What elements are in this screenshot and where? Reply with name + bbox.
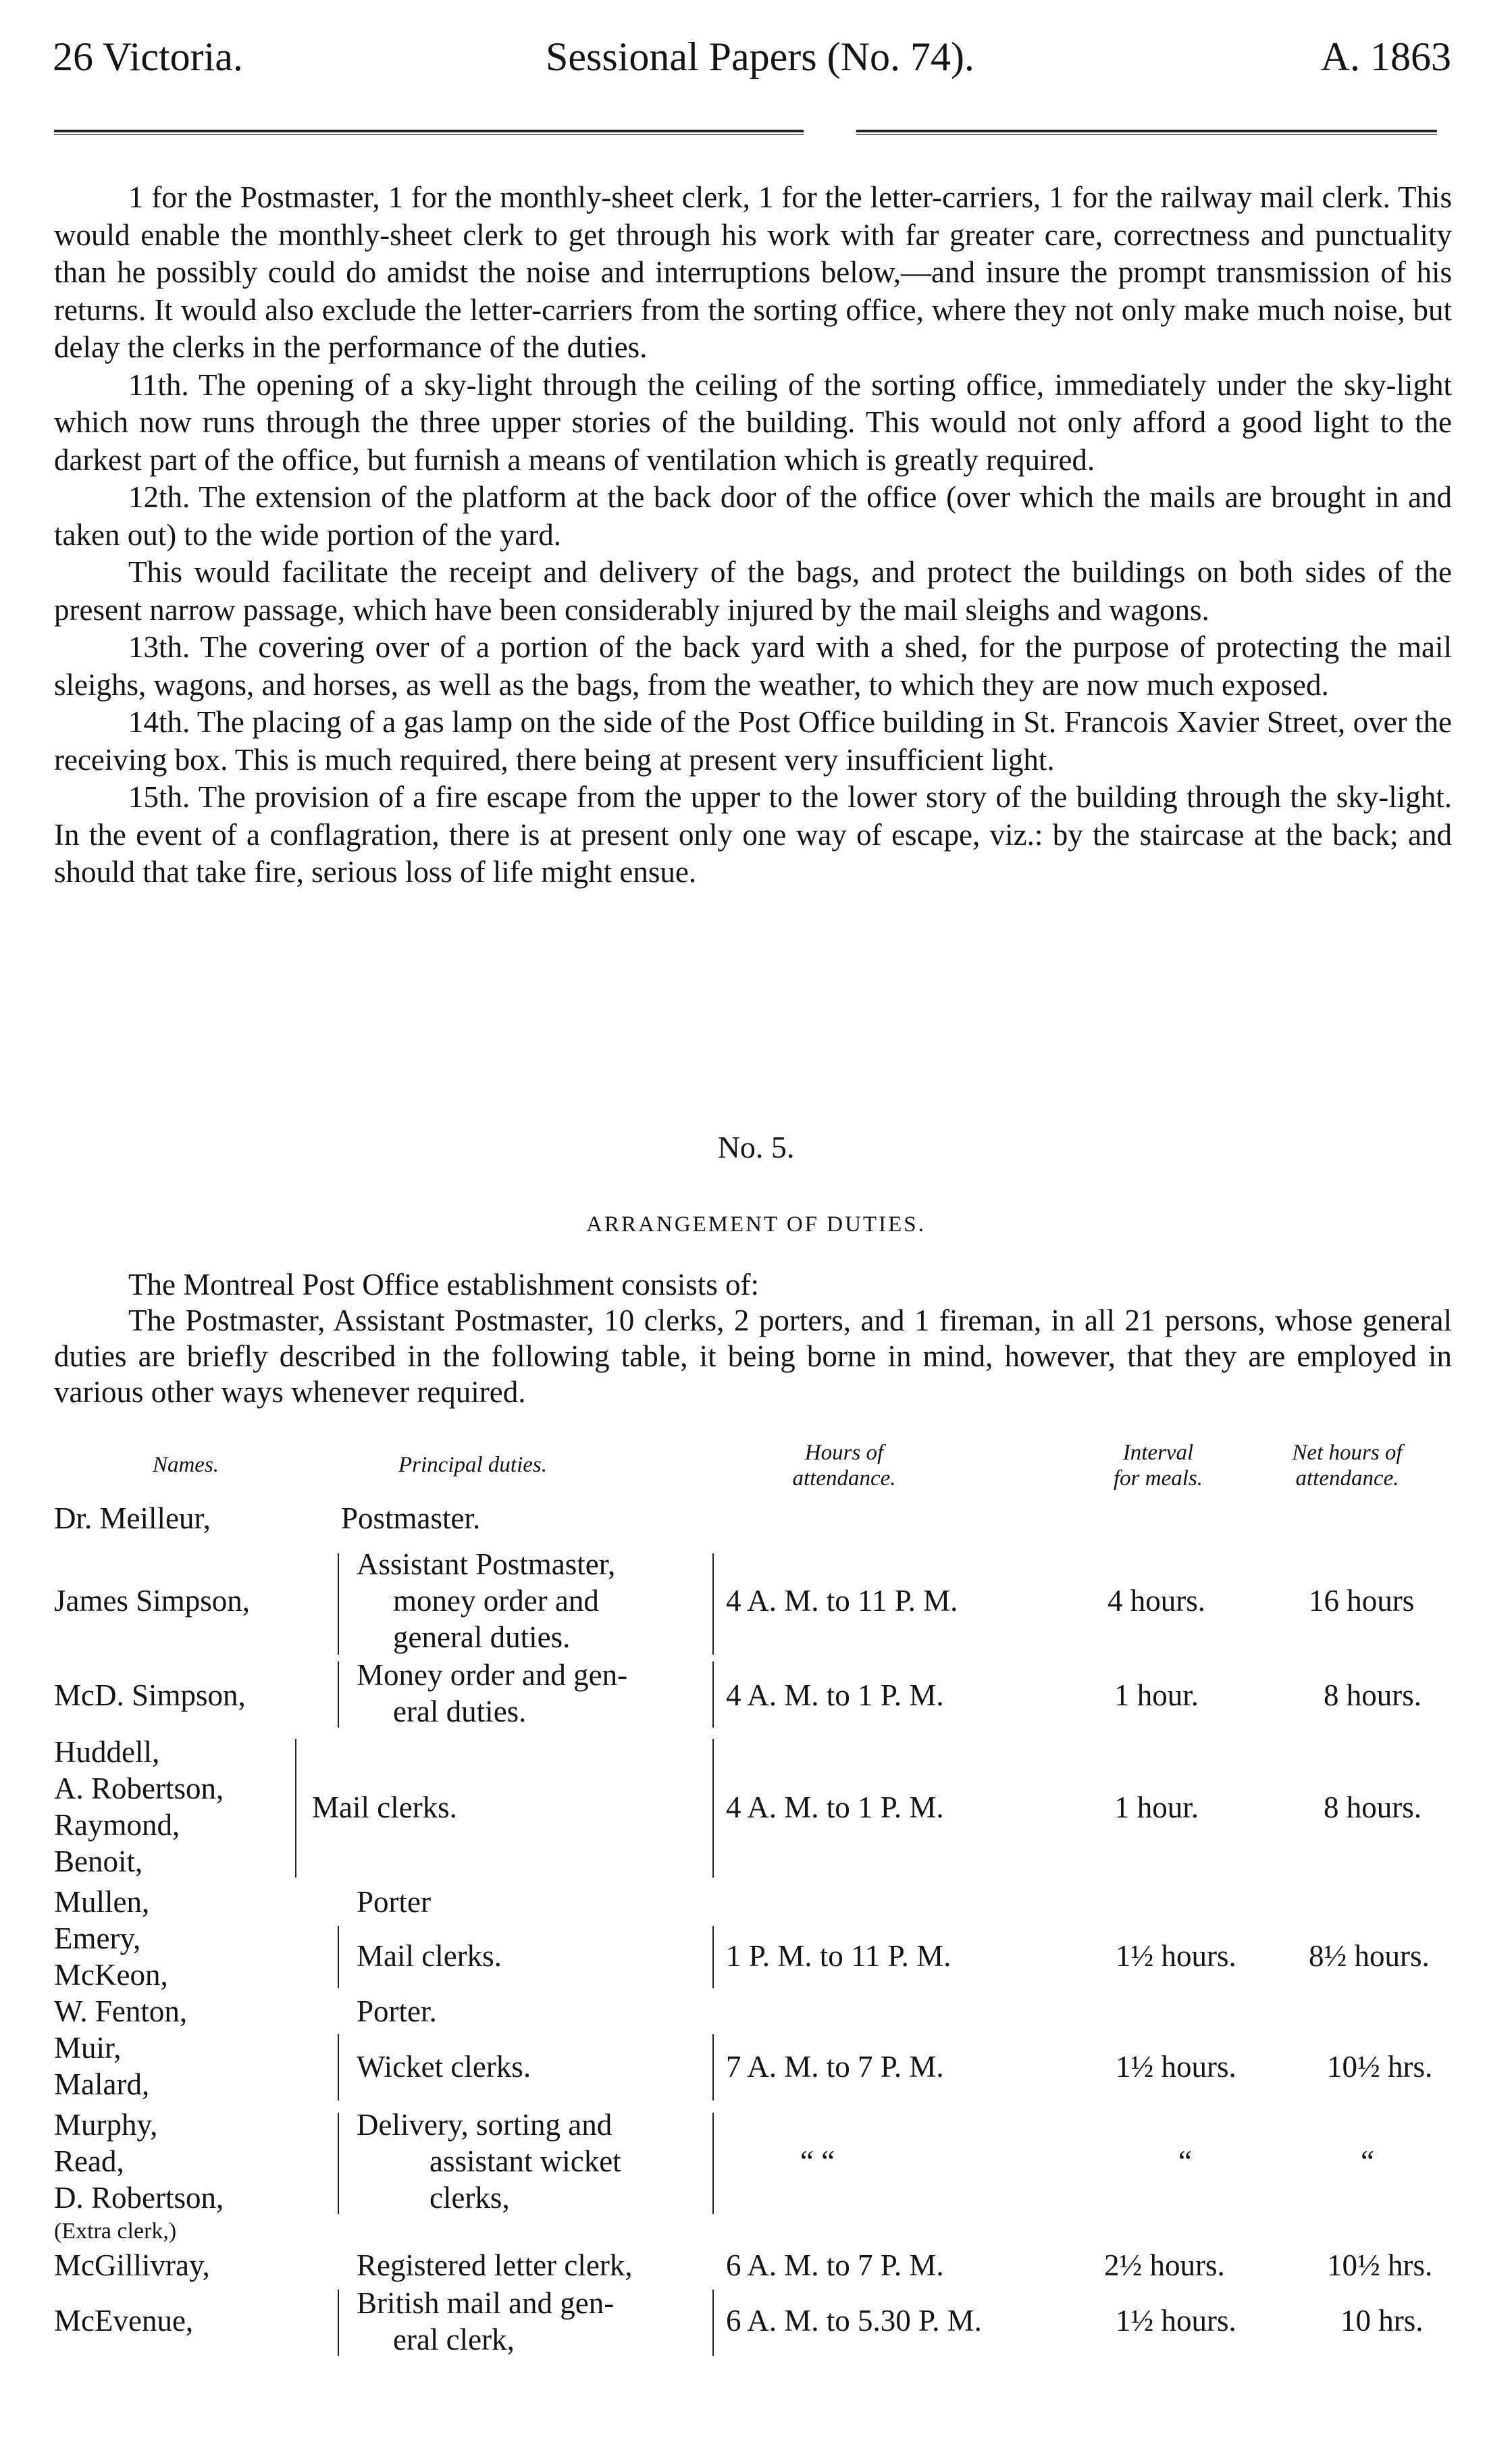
header-duties: Principal duties. (398, 1453, 547, 1477)
row9-duty-line2: assistant wicket (429, 2144, 621, 2178)
header-left: 26 Victoria. (53, 34, 243, 79)
row2-duty-line1: Assistant Postmaster, (357, 1547, 616, 1581)
header-net-line2: attendance. (1295, 1466, 1399, 1491)
section-intro (54, 1267, 1452, 1410)
paragraph-13th: 13th. The covering over of a portion of the back yard with a shed, for the purpose of protecting the mail sleighs, wagons, and horses, as well as the bags, from the weather, to which they are now much exposed. (54, 630, 1452, 702)
header-hours-line1: Hours of (804, 1441, 884, 1465)
paragraph-continued: 1 for the Postmaster, 1 for the monthly-sheet clerk, 1 for the letter-carriers, 1 for the railway mail clerk. This would enable the monthly-sheet clerk to get through his work with far greater care, correctness and punctuality than he possibly could do amidst the noise and interruptions below,—and insure the prompt transmission of his returns. It would also exclude the letter-carriers from the sorting office, where they not only make much noise, but delay the clerks in the performance of the duties. (54, 180, 1452, 364)
row4-net: 8 hours. (1324, 1790, 1422, 1824)
row2-brace-right (712, 1553, 714, 1655)
row11-hours: 6 A. M. to 5.30 P. M. (726, 2304, 982, 2338)
row8-name-1: Muir, (54, 2031, 122, 2065)
row4-hours: 4 A. M. to 1 P. M. (726, 1790, 944, 1824)
row10-name: McGillivray, (54, 2248, 210, 2282)
header-interval-line1: Interval (1122, 1441, 1194, 1465)
row4-brace-left (295, 1739, 296, 1878)
row11-brace-left (338, 2290, 339, 2356)
row6-name-1: Emery, (54, 1921, 141, 1955)
row10-duty: Registered letter clerk, (357, 2248, 633, 2282)
row2-name: James Simpson, (54, 1584, 251, 1618)
row9-name-3: D. Robertson, (54, 2181, 224, 2215)
paragraph-12th: 12th. The extension of the platform at the back door of the office (over which the mails are brought in and taken out) to the wide portion of the yard. (54, 480, 1452, 552)
row3-brace-left (338, 1661, 339, 1728)
row6-hours: 1 P. M. to 11 P. M. (726, 1939, 951, 1973)
row3-interval: 1 hour. (1114, 1678, 1199, 1712)
row1-name: Dr. Meilleur, (54, 1501, 211, 1535)
intro-line: The Montreal Post Office establishment consists of: (128, 1268, 760, 1301)
row11-brace-right (712, 2290, 714, 2356)
row8-brace-left (338, 2034, 339, 2100)
row3-brace-right (712, 1661, 714, 1728)
header-right: A. 1863 (1320, 34, 1451, 79)
row9-brace-right (712, 2113, 714, 2214)
header-interval (1080, 1440, 1236, 1491)
row11-interval: 1½ hours. (1116, 2304, 1236, 2338)
row2-duty-line2: money order and (393, 1584, 599, 1618)
paragraph-15th: 15th. The provision of a fire escape from the upper to the lower story of the building through the sky-light. In the event of a conflagration, there is at present only one way of escape, viz.: by the staircase at the back; and should that take fire, serious loss of life might ensue. (54, 780, 1452, 889)
row2-duty-line3: general duties. (393, 1620, 571, 1654)
row9-name-2: Read, (54, 2144, 124, 2178)
row6-net: 8½ hours. (1309, 1939, 1430, 1973)
row6-brace-right (712, 1926, 714, 1988)
row8-brace-right (712, 2034, 714, 2100)
body-text (54, 179, 1452, 892)
row6-brace-left (338, 1926, 339, 1988)
row7-duty: Porter. (357, 1994, 437, 2028)
row4-duty: Mail clerks. (312, 1790, 457, 1824)
paragraph-facilitate: This would facilitate the receipt and delivery of the bags, and protect the buildings on both sides of the present narrow passage, which have been considerably injured by the mail sleighs and wagons. (54, 555, 1452, 627)
row3-duty-line2: eral duties. (393, 1695, 527, 1728)
row9-name-4: (Extra clerk,) (54, 2219, 177, 2244)
row2-brace-left (338, 1553, 339, 1655)
row4-name-4: Benoit, (54, 1844, 143, 1878)
row11-name: McEvenue, (54, 2304, 194, 2338)
paragraph-14th: 14th. The placing of a gas lamp on the side of the Post Office building in St. Francois Xavier Street, over the receiving box. This is much required, there being at present very insufficient light. (54, 705, 1452, 777)
header-hours (743, 1440, 945, 1491)
row9-interval: “ (1178, 2144, 1192, 2178)
row10-net: 10½ hrs. (1327, 2248, 1433, 2282)
header-rule-right (856, 130, 1437, 135)
row3-name: McD. Simpson, (54, 1678, 246, 1712)
row9-hours: “ “ (800, 2144, 835, 2178)
row4-name-3: Raymond, (54, 1808, 180, 1842)
row2-hours: 4 A. M. to 11 P. M. (726, 1584, 958, 1618)
row6-duty: Mail clerks. (357, 1939, 502, 1973)
row9-brace-left (338, 2113, 339, 2214)
header-center: Sessional Papers (No. 74). (546, 34, 974, 79)
row8-name-2: Malard, (54, 2067, 150, 2101)
row4-interval: 1 hour. (1114, 1790, 1199, 1824)
header-rule-left (54, 130, 804, 135)
row8-hours: 7 A. M. to 7 P. M. (726, 2050, 944, 2084)
row2-interval: 4 hours. (1107, 1584, 1205, 1618)
row4-brace-right (712, 1739, 714, 1878)
row10-interval: 2½ hours. (1104, 2248, 1225, 2282)
page-header (53, 34, 1451, 88)
row7-name: W. Fenton, (54, 1994, 188, 2028)
row3-net: 8 hours. (1324, 1678, 1422, 1712)
paragraph-11th: 11th. The opening of a sky-light through the ceiling of the sorting office, immediately under the sky-light which now runs through the three upper stories of the building. This would not only afford a good light to the darkest part of the office, but furnish a means of ventilation which is greatly required. (54, 367, 1452, 477)
row1-duty: Postmaster. (341, 1501, 481, 1535)
row9-duty-line3: clerks, (429, 2181, 510, 2215)
header-hours-line2: attendance. (792, 1466, 896, 1491)
row8-interval: 1½ hours. (1116, 2050, 1236, 2084)
row3-duty-line1: Money order and gen- (357, 1658, 628, 1692)
row8-net: 10½ hrs. (1327, 2050, 1433, 2084)
row8-duty: Wicket clerks. (357, 2050, 531, 2084)
row4-name-2: A. Robertson, (54, 1772, 224, 1805)
header-names: Names. (152, 1453, 219, 1477)
intro-paragraph: The Postmaster, Assistant Postmaster, 10 clerks, 2 porters, and 1 fireman, in all 21 persons, whose general duties are briefly described in the following table, it being borne in mind, however, that they are employed in various other ways whenever required. (54, 1303, 1452, 1409)
row9-net: “ (1361, 2144, 1374, 2178)
header-net (1253, 1440, 1442, 1491)
header-net-line1: Net hours of (1292, 1441, 1403, 1465)
row9-name-1: Murphy, (54, 2108, 158, 2142)
section-title: ARRANGEMENT OF DUTIES. (586, 1212, 926, 1237)
section-number: No. 5. (717, 1130, 795, 1164)
header-interval-line2: for meals. (1114, 1466, 1203, 1491)
row5-duty: Porter (357, 1885, 431, 1919)
row11-duty-line1: British mail and gen- (357, 2286, 615, 2320)
row11-net: 10 hrs. (1340, 2304, 1424, 2338)
row5-name: Mullen, (54, 1885, 150, 1919)
row6-interval: 1½ hours. (1116, 1939, 1236, 1973)
row4-name-1: Huddell, (54, 1735, 160, 1769)
row9-duty-line1: Delivery, sorting and (357, 2108, 612, 2142)
row3-hours: 4 A. M. to 1 P. M. (726, 1678, 944, 1712)
row10-hours: 6 A. M. to 7 P. M. (726, 2248, 944, 2282)
row2-net: 16 hours (1309, 1584, 1415, 1618)
row11-duty-line2: eral clerk, (393, 2323, 515, 2356)
row6-name-2: McKeon, (54, 1958, 168, 1992)
